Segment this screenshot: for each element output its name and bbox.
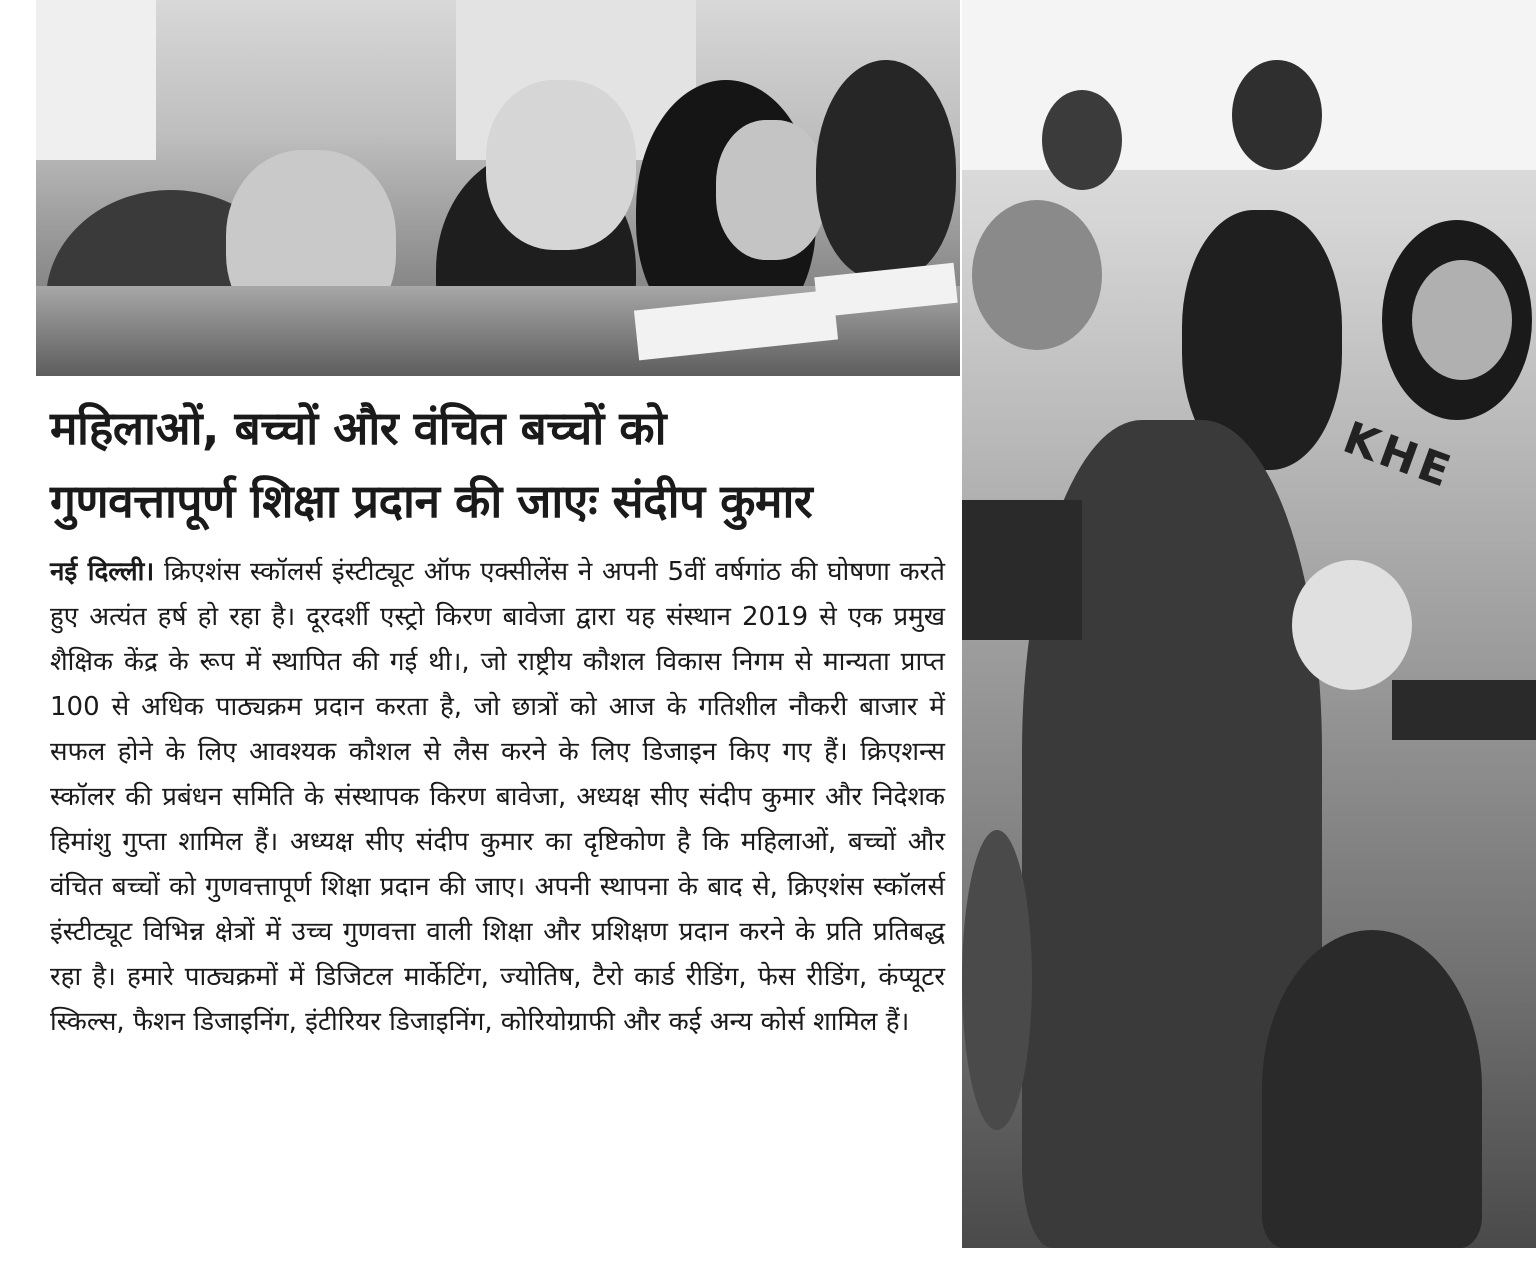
person-foreground	[1262, 930, 1482, 1248]
student-face	[486, 80, 636, 250]
person-edge	[962, 830, 1032, 1130]
person-face	[972, 200, 1102, 350]
shirt-print-text: KHE	[1336, 412, 1461, 499]
table	[962, 500, 1082, 640]
headline-line-1: महिलाओं, बच्चों और वंचित बच्चों को	[50, 401, 667, 455]
article-headline	[50, 392, 950, 538]
table	[1392, 680, 1536, 740]
article-body-text: क्रिएशंस स्कॉलर्स इंस्टीट्यूट ऑफ एक्सीलेंस ने अपनी 5वीं वर्षगांठ की घोषणा करते हुए अत्यंत हर्ष हो रहा है। दूरदर्शी एस्ट्रो किरण बावेजा द्वारा यह संस्थान 2019 से एक प्रमुख शैक्षिक केंद्र के रूप में स्थापित की गई थी।, जो राष्ट्रीय कौशल विकास निगम से मान्यता प्राप्त 100 से अधिक पाठ्यक्रम प्रदान करता है, जो छात्रों को आज के गतिशील नौकरी बाजार में सफल होने के लिए आवश्यक कौशल से लैस करने के लिए डिजाइन किए गए हैं। क्रिएशन्स स्कॉलर की प्रबंधन समिति के संस्थापक किरण बावेजा, अध्यक्ष सीए संदीप कुमार और निदेशक हिमांशु गुप्ता शामिल हैं। अध्यक्ष सीए संदीप कुमार का दृष्टिकोण है कि महिलाओं, बच्चों और वंचित बच्चों को गुणवत्तापूर्ण शिक्षा प्रदान की जाए। अपनी स्थापना के बाद से, क्रिएशंस स्कॉलर्स इंस्टीट्यूट विभिन्न क्षेत्रों में उच्च गुणवत्ता वाली शिक्षा और प्रशिक्षण प्रदान करने के प्रति प्रतिबद्ध रहा है। हमारे पाठ्यक्रमों में डिजिटल मार्केटिंग, ज्योतिष, टैरो कार्ड रीडिंग, फेस रीडिंग, कंप्यूटर स्किल्स, फैशन डिजाइनिंग, इंटीरियर डिजाइनिंग, कोरियोग्राफी और कई अन्य कोर्स शामिल हैं।	[50, 557, 946, 1037]
classroom-photo	[36, 0, 960, 376]
dateline: नई दिल्ली।	[50, 557, 155, 587]
gift-packets	[1292, 560, 1412, 690]
student-figure	[816, 60, 956, 280]
headline-line-2: गुणवत्तापूर्ण शिक्षा प्रदान की जाएः संदीप कुमार	[50, 474, 813, 528]
window-light	[36, 0, 156, 160]
person-seated	[1042, 90, 1122, 190]
person-seated	[1232, 60, 1322, 170]
article-body	[50, 550, 945, 1045]
person-face	[1412, 260, 1512, 380]
student-face	[716, 120, 826, 260]
event-photo	[962, 0, 1536, 1248]
